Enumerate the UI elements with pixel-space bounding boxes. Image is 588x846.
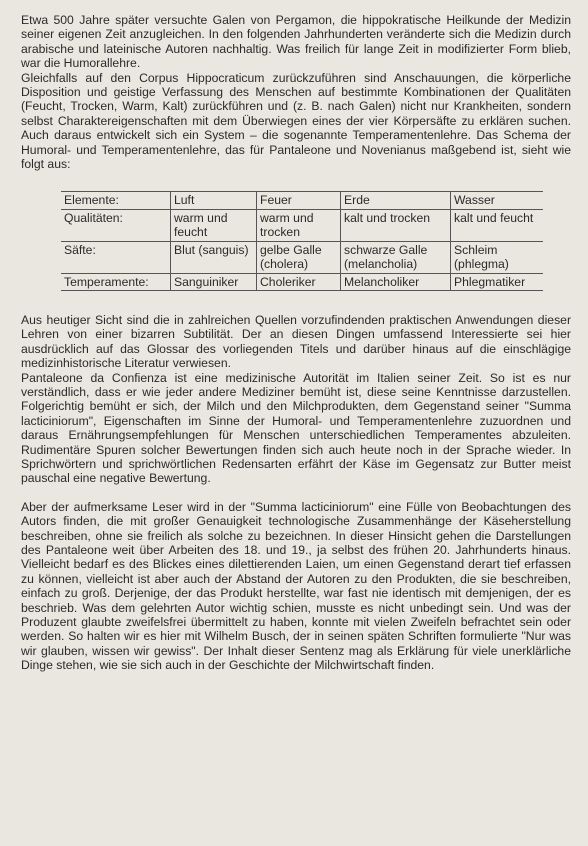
table-cell: Schleim (phlegma) [451, 241, 544, 273]
table-cell: kalt und trocken [341, 209, 451, 241]
table-cell: Wasser [451, 192, 544, 209]
table-row [61, 241, 543, 273]
table-row [61, 192, 543, 209]
table-cell: Luft [171, 192, 257, 209]
paragraph-temperament-system: Gleichfalls auf den Corpus Hippocraticum zurückzuführen sind Anschauungen, die körperliche Disposition und geistige Verfassung des Menschen auf bestimmte Kombinationen der Qualitäten (Feucht, Trocken, Warm, Kalt) zurückführen und (z. B. nach Galen) nicht nur Krankheiten, sondern selbst Charaktereigenschaften mit dem Überwiegen eines der vier Körpersäfte zu erklären suchen. Auch daraus entwickelt sich ein System – die sogenannte Temperamentenlehre. Das Schema der Humoral- und Temperamentenlehre, das für Pantaleone und Novenianus maßgebend ist, sieht wie folgt aus: [21, 70, 571, 172]
table-cell: gelbe Galle (cholera) [257, 241, 341, 273]
table-cell: warm und trocken [257, 209, 341, 241]
table-cell: kalt und feucht [451, 209, 544, 241]
table-row [61, 209, 543, 241]
table-cell: Melancholiker [341, 273, 451, 290]
row-label: Säfte: [61, 241, 171, 273]
table-cell: Sanguiniker [171, 273, 257, 290]
table-cell: Phlegmatiker [451, 273, 544, 290]
paragraph-gap [21, 486, 571, 500]
table-cell: Blut (sanguis) [171, 241, 257, 273]
paragraph-galen: Etwa 500 Jahre später versuchte Galen von Pergamon, die hippokratische Heilkunde der Medizin seiner eigenen Zeit anzugleichen. In den folgenden Jahrhunderten veränderte sich die Medizin durch arabische und lateinische Autoren nachhaltig. Was freilich für lange Zeit in modifizierter Form blieb, war die Humorallehre. [21, 13, 571, 71]
paragraph-summa-lacticiniorum: Aber der aufmerksame Leser wird in der "Summa lacticiniorum" eine Fülle von Beobachtungen des Autors finden, die mit großer Genauigkeit technologische Zusammenhänge der Käseherstellung beschreiben, ohne sie freilich als solche zu bezeichnen. In dieser Hinsicht gehen die Darstellungen des Pantaleone weit über Arbeiten des 18. und 19., ja selbst des frühen 20. Jahrhunderts hinaus. Vielleicht bedarf es des Blickes eines dilettierenden Laien, um einen Gegenstand derart tief erfassen zu können, vielleicht ist aber auch der Abstand der Autoren zu den Produkten, die sie beschreiben, einfach zu groß. Derjenige, der das Produkt herstellte, war fast nie identisch mit demjenigen, der es beschrieb. Was dem gelehrten Autor wichtig schien, musste es nicht unbedingt sein. Und was der Produzent glaubte zweifelsfrei übermittelt zu haben, konnte mit vielen Zweifeln befrachtet sein oder werden. So halten wir es hier mit Wilhelm Busch, der in seinen späten Schriften formulierte "Nur was wir glauben, wissen wir gewiss". Der Inhalt dieser Sentenz mag als Erklärung für viele unerklärliche Dinge stehen, wie sie sich auch in der Geschichte der Milchwirtschaft finden. [21, 499, 571, 673]
table-cell: schwarze Galle (melancholia) [341, 241, 451, 273]
humoral-table [61, 191, 543, 290]
humoral-table-body [61, 192, 543, 290]
row-label: Qualitäten: [61, 209, 171, 241]
table-row [61, 273, 543, 290]
paragraph-pantaleone: Pantaleone da Confienza ist eine medizinische Autorität im Italien seiner Zeit. So ist es nur verständlich, dass er wie jeder andere Mediziner bemüht ist, diese seine Kenntnisse darzustellen. Folgerichtig bemüht er sich, der Milch und den Milchprodukten, dem Gegenstand seiner "Summa lacticiniorum", Eigenschaften im Sinne der Humoral- und Temperamentenlehre zuzuordnen und daraus Ernährungsempfehlungen für Menschen unterschiedlichen Temperamentes abzuleiten. Rudimentäre Spuren solcher Bewertungen finden sich auch heute noch in der Sprache wieder. In Sprichwörtern und sprichwörtlichen Redensarten erfährt der Käse im Gegensatz zur Butter meist pauschal eine negative Bewertung. [21, 370, 571, 486]
paragraph-modern-view: Aus heutiger Sicht sind die in zahlreichen Quellen vorzufindenden praktischen Anwendungen dieser Lehren von einer bizarren Subtilität. Der an diesen Dingen umfassend Interessierte sei hier ausdrücklich auf das Glossar des vorliegenden Titels und darüber hinaus auf die einschlägige medizinhistorische Literatur verwiesen. [21, 312, 571, 371]
table-cell: Erde [341, 192, 451, 209]
table-cell: Choleriker [257, 273, 341, 290]
table-cell: warm und feucht [171, 209, 257, 241]
row-label: Elemente: [61, 192, 171, 209]
row-label: Temperamente: [61, 273, 171, 290]
table-cell: Feuer [257, 192, 341, 209]
